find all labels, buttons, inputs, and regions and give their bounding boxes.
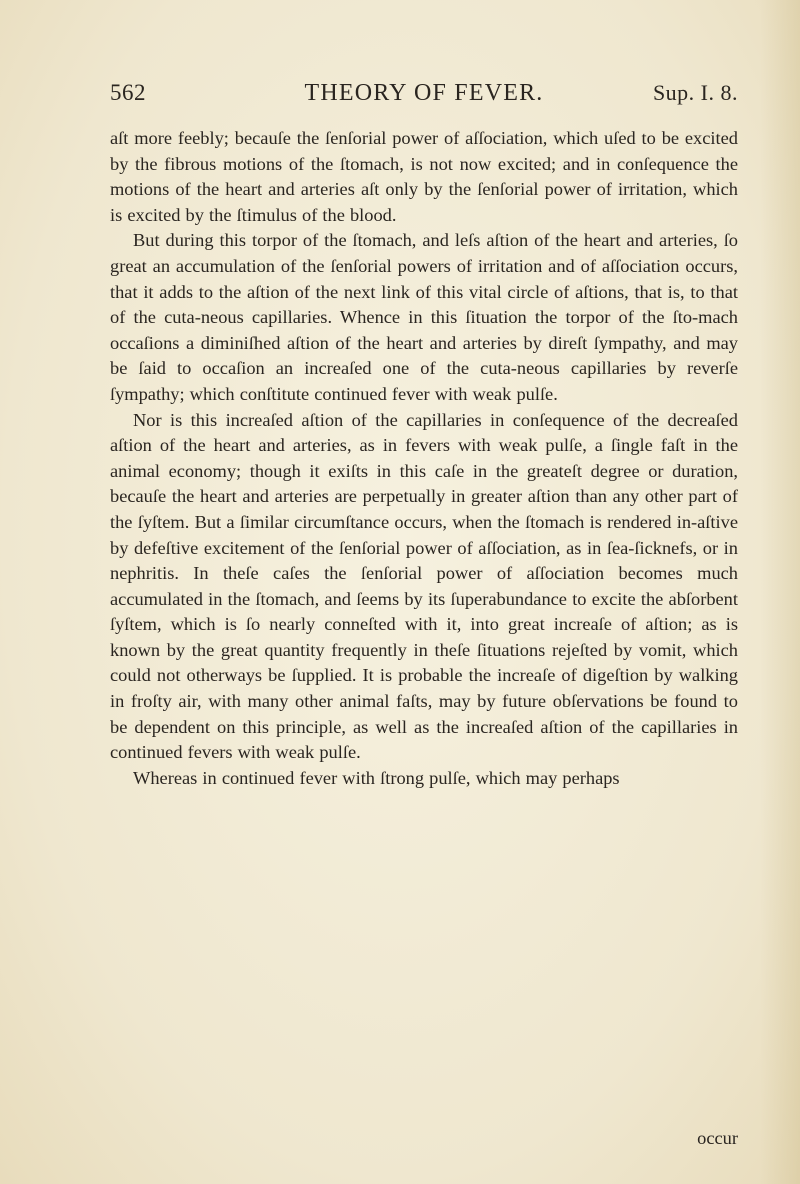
paragraph: Nor is this increaſed aſtion of the capillaries in conſequence of the decreaſed aſtion of the heart and arteries, as in fevers with weak pulſe, a ſingle faſt in the animal economy; though it exiſts in this caſe in the greateſt degree or duration, becauſe the heart and arteries are perpetually in greater aſtion than any other part of the ſyſtem. But a ſimilar circumſtance occurs, when the ſtomach is rendered in-aſtive by defeſtive excitement of the ſenſorial power of aſſociation, as in ſea-ſicknefs, or in nephritis. In theſe caſes the ſenſorial power of aſſociation becomes much accumulated in the ſtomach, and ſeems by its ſuperabundance to excite the abſorbent ſyſtem, which is ſo nearly conneſted with it, into great increaſe of aſtion; as is known by the great quantity frequently in theſe ſituations rejeſted by vomit, which could not otherways be ſupplied. It is probable the increaſe of digeſtion by walking in froſty air, with many other animal faſts, may by future obſervations be found to be dependent on this principle, as well as the increaſed aſtion of the capillaries in continued fevers with weak pulſe. xyxy=(110,409,738,763)
paragraph: aſt more feebly; becauſe the ſenſorial power of aſſociation, which uſed to be excited by the fibrous motions of the ſtomach, is not now excited; and in conſequence the motions of the heart and arteries aſt only by the ſenſorial power of irritation, which is excited by the ſtimulus of the blood. xyxy=(110,128,738,225)
page-edge-stain xyxy=(760,0,800,1184)
paragraph: But during this torpor of the ſtomach, and leſs aſtion of the heart and arteries, ſo great an accumulation of the ſenſorial powers of irritation and of aſſociation occurs, that it adds to the aſtion of the next link of this vital circle of aſtions, that is, to that of the cuta-neous capillaries. Whence in this ſituation the torpor of the ſto-mach occaſions a diminiſhed aſtion of the heart and arteries by direſt ſympathy, and may be ſaid to occaſion an increaſed one of the cuta-neous capillaries by reverſe ſympathy; which conſtitute continued fever with weak pulſe. xyxy=(110,230,738,404)
page-number: 562 xyxy=(110,80,146,105)
page-header xyxy=(110,80,738,114)
body-text xyxy=(110,126,738,791)
catchword: occur xyxy=(697,1128,738,1148)
paragraph: Whereas in continued fever with ſtrong pulſe, which may perhaps xyxy=(133,767,620,788)
section-label: Sup. I. 8. xyxy=(652,80,738,105)
running-title: THEORY OF FEVER. xyxy=(304,80,544,106)
